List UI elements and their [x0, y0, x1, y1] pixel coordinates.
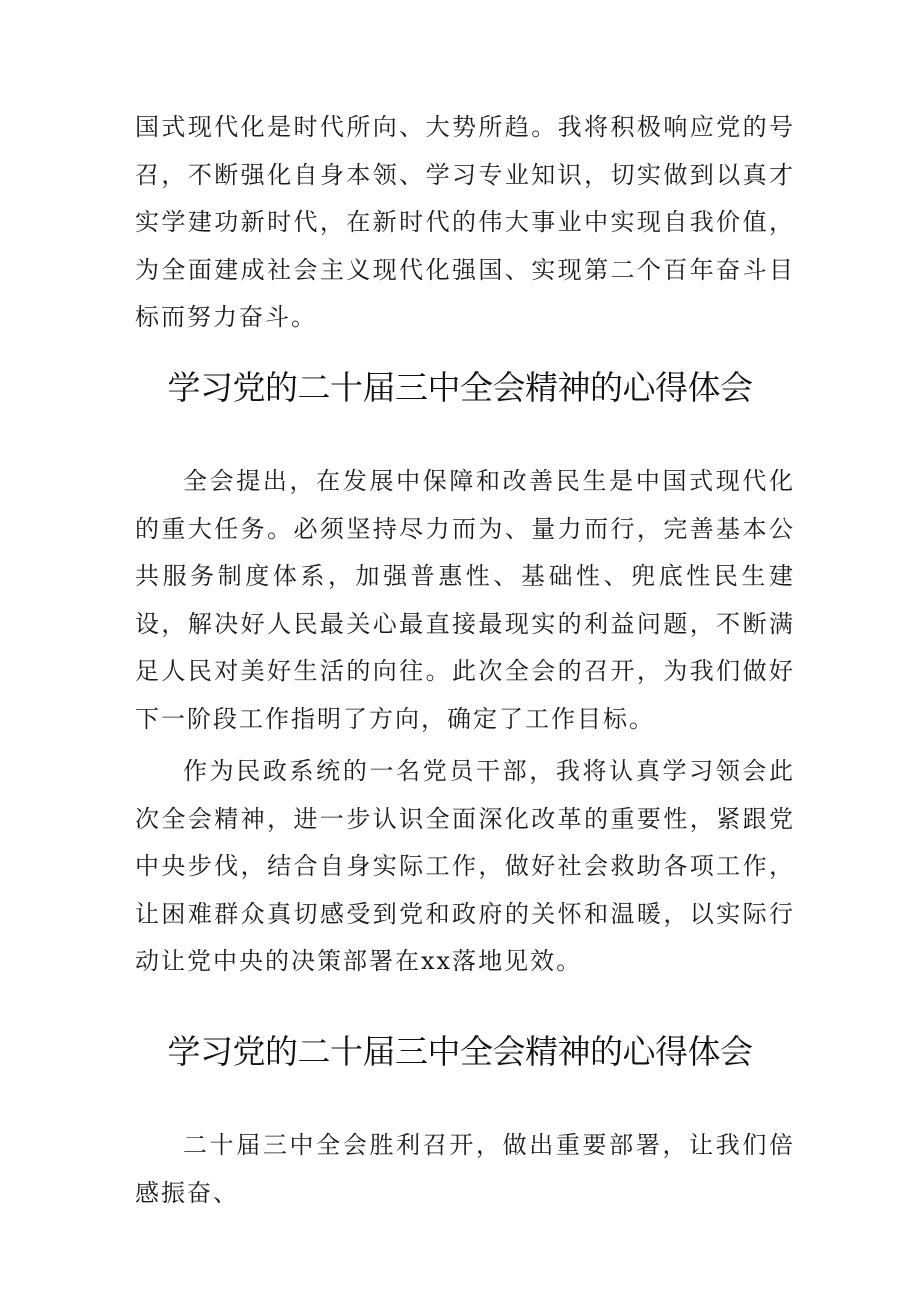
continued-paragraph: 国式现代化是时代所向、大势所趋。我将积极响应党的号召，不断强化自身本领、学习专业知识，切实做到以真才实学建功新时代，在新时代的伟大事业中实现自我价值，为全面建成社会主义现代化强国、实现第二个百年奋斗目标而努力奋斗。: [135, 113, 795, 331]
section-1-paragraph-1: 全会提出，在发展中保障和改善民生是中国式现代化的重大任务。必须坚持尽力而为、量力而行，完善基本公共服务制度体系，加强普惠性、基础性、兜底性民生建设，解决好人民最关心最直接最现实的利益问题，不断满足人民对美好生活的向往。此次全会的召开，为我们做好下一阶段工作指明了方向，确定了工作目标。: [135, 467, 795, 733]
section-1-paragraph-2: 作为民政系统的一名党员干部，我将认真学习领会此次全会精神，进一步认识全面深化改革的重要性，紧跟党中央步伐，结合自身实际工作，做好社会救助各项工作，让困难群众真切感受到党和政府的关怀和温暖，以实际行动让党中央的决策部署在xx落地见效。: [135, 757, 795, 975]
section-title-2: 学习党的二十届三中全会精神的心得体会: [167, 1032, 753, 1071]
section-2-paragraph-1: 二十届三中全会胜利召开，做出重要部署，让我们倍感振奋、: [135, 1131, 795, 1207]
section-title-1: 学习党的二十届三中全会精神的心得体会: [167, 368, 753, 407]
